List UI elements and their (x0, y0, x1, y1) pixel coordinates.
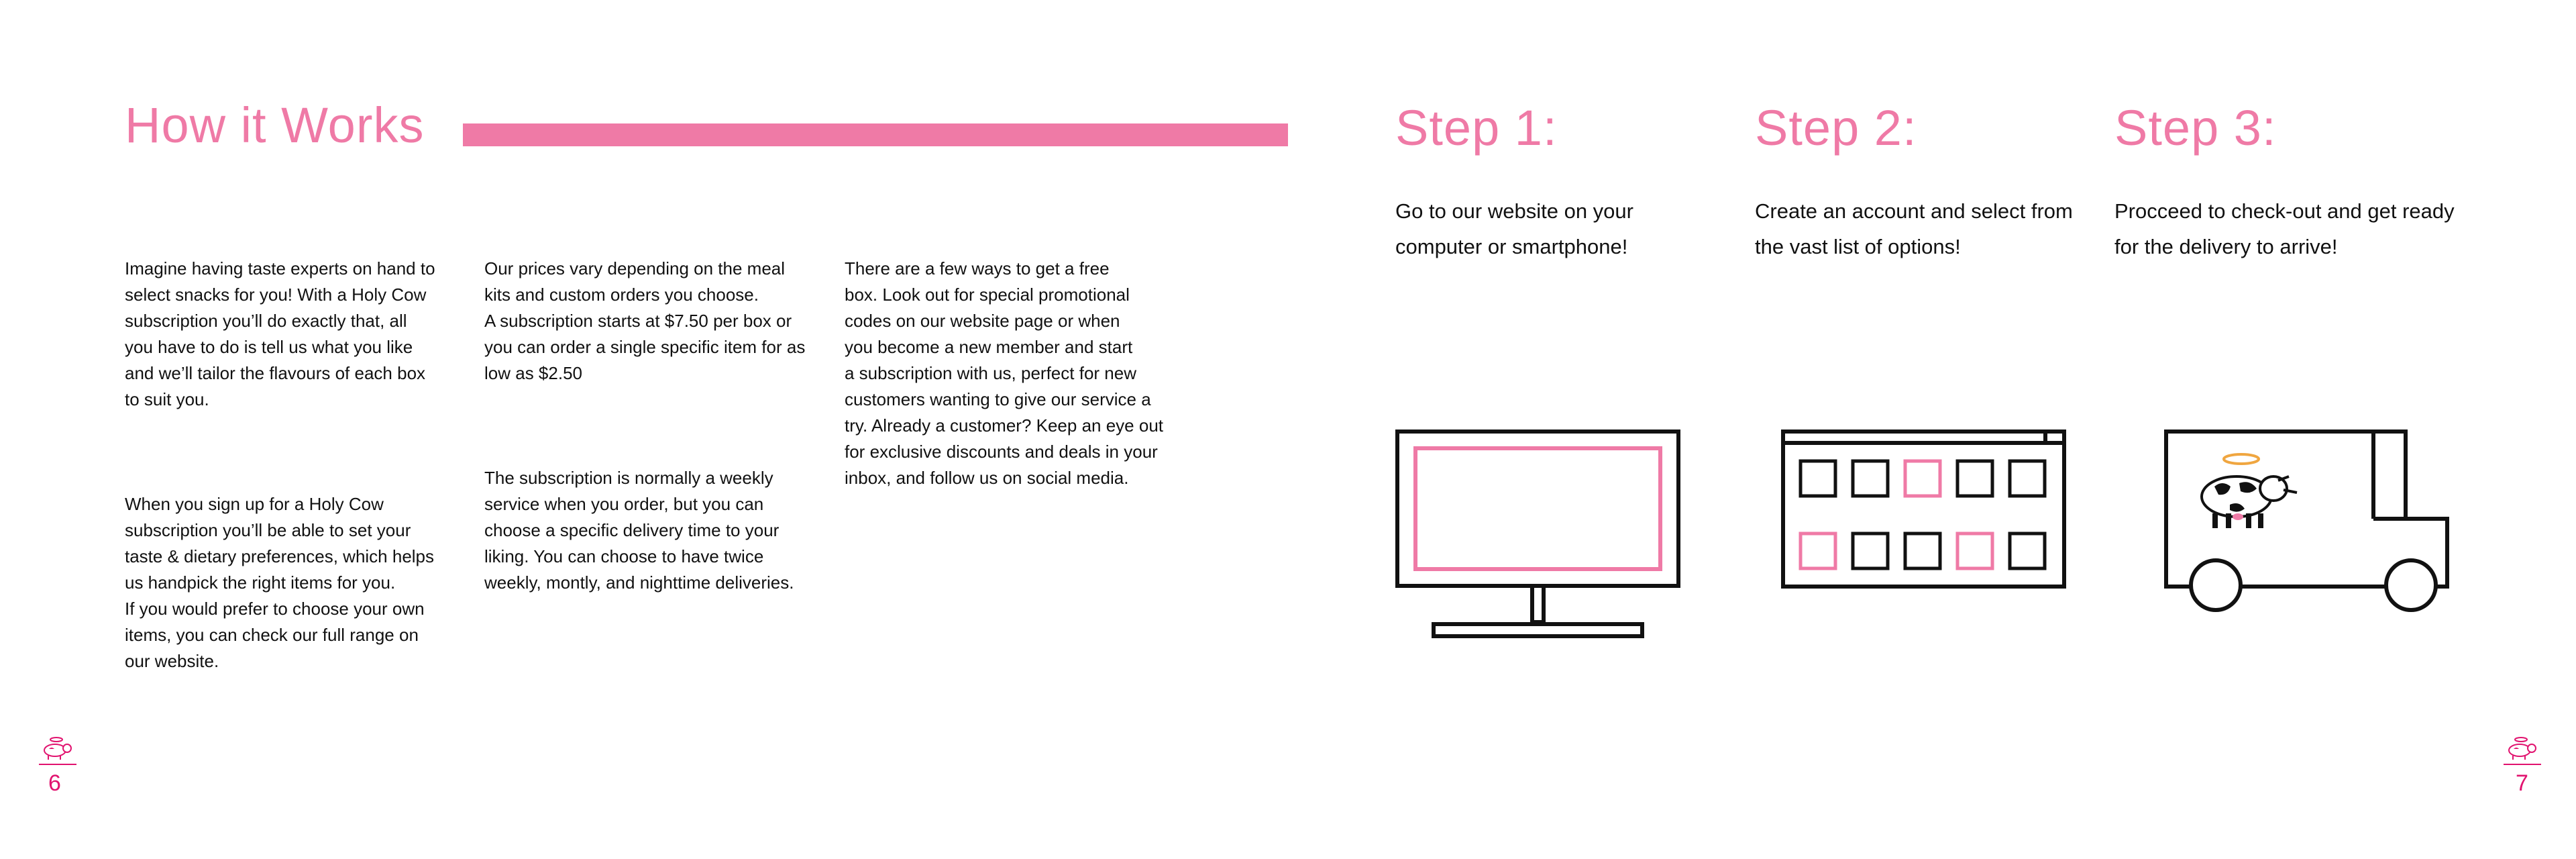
step-1-description: Go to our website on your computer or smartphone! (1395, 199, 1633, 258)
cow-icon (2202, 454, 2297, 528)
holy-cow-logo-icon (38, 736, 78, 766)
text-column-3 (845, 230, 1180, 517)
paragraph: The subscription is normally a weekly service when you order, but you can choose a specific delivery time to your liking. You can choose to have twice weekly, montly, and nighttime deliveries. (484, 468, 794, 593)
text-column-2 (484, 230, 820, 622)
step-2-title: Step 2: (1755, 100, 1917, 156)
product-grid-icon (1781, 430, 2066, 591)
paragraph: Our prices vary depending on the meal kits and custom orders you choose. A subscription starts at $7.50 per box or you can order a single specific item for as low as $2.50 (484, 258, 806, 383)
step-2-description: Create an account and select from the vast list of options! (1755, 199, 2073, 258)
paragraph: Imagine having taste experts on hand to select snacks for you! With a Holy Cow subscription you’ll do exactly that, all you have to do is tell us what you like and we’ll tailor the flavours of each box to suit you. (125, 258, 435, 409)
step-3-title: Step 3: (2114, 100, 2277, 156)
step-1-title: Step 1: (1395, 100, 1558, 156)
page-number-left: 6 (48, 770, 61, 796)
paragraph: There are a few ways to get a free box. Look out for special promotional codes on our website page or when you become a new member and start a subscription with us, perfect for new customers wanting to give our service a try. Already a customer? Keep an eye out for exclusive discounts and deals in your inbox, and follow us on social media. (845, 258, 1164, 488)
step-3-description: Procceed to check-out and get ready for the delivery to arrive! (2114, 199, 2455, 258)
monitor-icon (1395, 430, 1680, 641)
page-number-right: 7 (2516, 770, 2528, 796)
title-underline-bar (463, 123, 1288, 146)
delivery-truck-icon (2164, 430, 2449, 614)
paragraph: When you sign up for a Holy Cow subscription you’ll be able to set your taste & dietary preferences, which helps us handpick the right items for you. If you would prefer to choose your own items, you can check our full range on our website. (125, 494, 435, 671)
page-title: How it Works (125, 97, 425, 153)
holy-cow-logo-icon (2502, 736, 2542, 766)
text-column-1 (125, 230, 460, 701)
